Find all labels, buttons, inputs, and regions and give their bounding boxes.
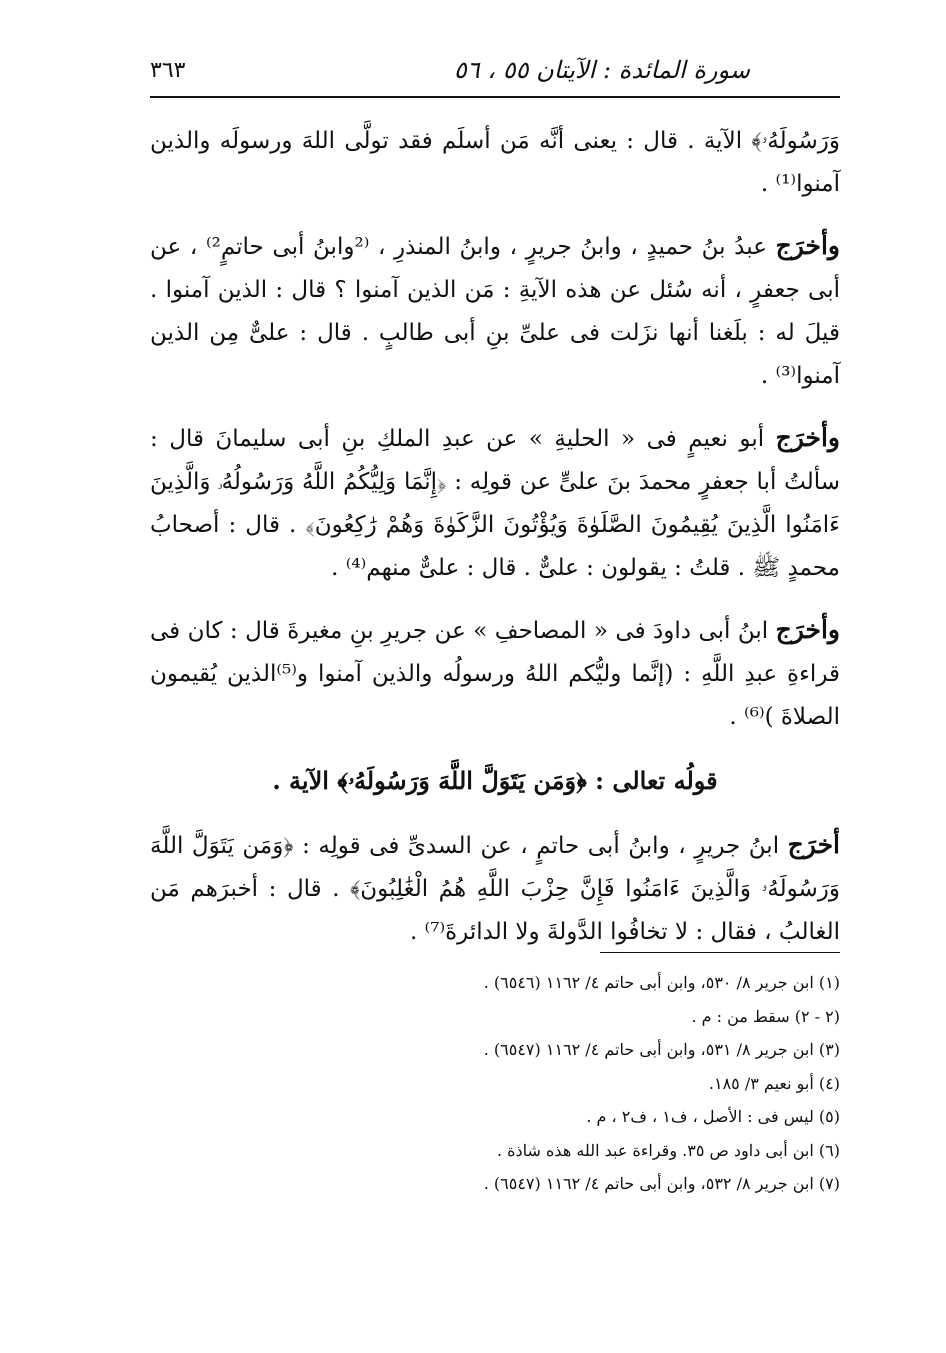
footnote: (٢ - ٢) سقط من : م . xyxy=(691,1006,840,1026)
footnote: (٣) ابن جرير ٨/ ٥٣١، وابن أبى حاتم ٤/ ١١٦٢ (٦٥٤٧) . xyxy=(483,1040,840,1059)
page-number: ٣٦٣ xyxy=(150,58,186,83)
paragraph-4 xyxy=(150,608,840,739)
paragraph-1 xyxy=(150,118,840,206)
paragraph-text: عبدُ بنُ حميدٍ ، وابنُ جريرٍ ، وابنُ المنذرِ ، ⁽²وابنُ أبى حاتمٍ²⁾ ، عن أبى جعفرٍ ، أنه سُئل عن هذه الآيةِ : مَن الذين آمنوا ؟ قال : الذين آمنوا . قيلَ له : بلَغنا أنها نزَلت فى علىِّ بنِ أبى طالبٍ . قال : علىٌّ مِن الذين آمنوا⁽³⁾ . xyxy=(150,234,840,389)
paragraph-text: أبو نعيمٍ فى « الحليةِ » عن عبدِ الملكِ بنِ أبى سليمانَ قال : سألتُ أبا جعفرٍ محمدَ بنَ علىٍّ عن قولِه : ﴿إِنَّمَا وَلِيُّكُمُ اللَّهُ وَرَسُولُهُۥ وَالَّذِينَ ءَامَنُوا الَّذِينَ يُقِيمُونَ الصَّلَوٰةَ وَيُؤْتُونَ الزَّكَوٰةَ وَهُمْ رَٰكِعُونَ﴾ . قال : أصحابُ محمدٍ ﷺ . قلتُ : يقولون : علىٌّ . قال : علىٌّ منهم⁽⁴⁾ . xyxy=(150,426,840,581)
section-heading: قولُه تعالى : ﴿وَمَن يَتَوَلَّ اللَّهَ وَرَسُولَهُۥ﴾ الآية . xyxy=(272,766,718,795)
paragraph-lead: وأخرَج xyxy=(775,423,840,452)
main-text xyxy=(150,118,840,972)
footnote: (٧) ابن جرير ٨/ ٥٣٢، وابن أبى حاتم ٤/ ١١٦٢ (٦٥٤٧) . xyxy=(483,1174,840,1193)
footnote: (٥) ليس فى : الأصل ، ف١ ، ف٢ ، م . xyxy=(586,1107,840,1126)
paragraph-text: وَرَسُولَهُۥ﴾ الآية . قال : يعنى أنَّه مَن أسلَم فقد تولَّى اللهَ ورسولَه والذين آمنوا⁽¹⁾ . xyxy=(150,128,840,197)
footnotes xyxy=(150,966,840,1201)
paragraph-text: ابنُ أبى داودَ فى « المصاحفِ » عن جريرِ بنِ مغيرةَ قال : كان فى قراءةِ عبدِ اللَّهِ : (إنَّما وليُّكم اللهُ ورسولُه والذين آمنوا و⁽⁵⁾الذين يُقيمون الصلاةَ )⁽⁶⁾ . xyxy=(150,618,841,730)
footnote: (٤) أبو نعيم ٣/ ١٨٥. xyxy=(708,1073,840,1093)
paragraph-lead: وأخرَج xyxy=(775,615,840,644)
footnote: (١) ابن جرير ٨/ ٥٣٠، وابن أبى حاتم ٤/ ١١٦٢ (٦٥٤٦) . xyxy=(483,973,840,992)
running-title: سورة المائدة : الآيتان ٥٥ ، ٥٦ xyxy=(453,56,750,84)
paragraph-lead: أخرَج xyxy=(787,830,840,859)
paragraph-5 xyxy=(150,823,840,954)
page-header xyxy=(150,52,840,92)
header-rule xyxy=(150,96,840,98)
paragraph-lead: وأخرَج xyxy=(775,231,840,260)
paragraph-text: ابنُ جريرٍ ، وابنُ أبى حاتمٍ ، عن السدىِّ فى قولِه : ﴿وَمَن يَتَوَلَّ اللَّهَ وَرَسُولَهُۥ وَالَّذِينَ ءَامَنُوا فَإِنَّ حِزْبَ اللَّهِ هُمُ الْغَٰلِبُونَ﴾ . قال : أخبرَهم مَن الغالبُ ، فقال : لا تخافُوا الدَّولةَ ولا الدائرةَ⁽⁷⁾ . xyxy=(150,833,840,945)
paragraph-2 xyxy=(150,224,840,398)
footnote: (٦) ابن أبى داود ص ٣٥. وقراءة عبد الله هذه شاذة . xyxy=(497,1140,840,1160)
paragraph-3 xyxy=(150,416,840,590)
footnote-rule xyxy=(600,952,840,953)
